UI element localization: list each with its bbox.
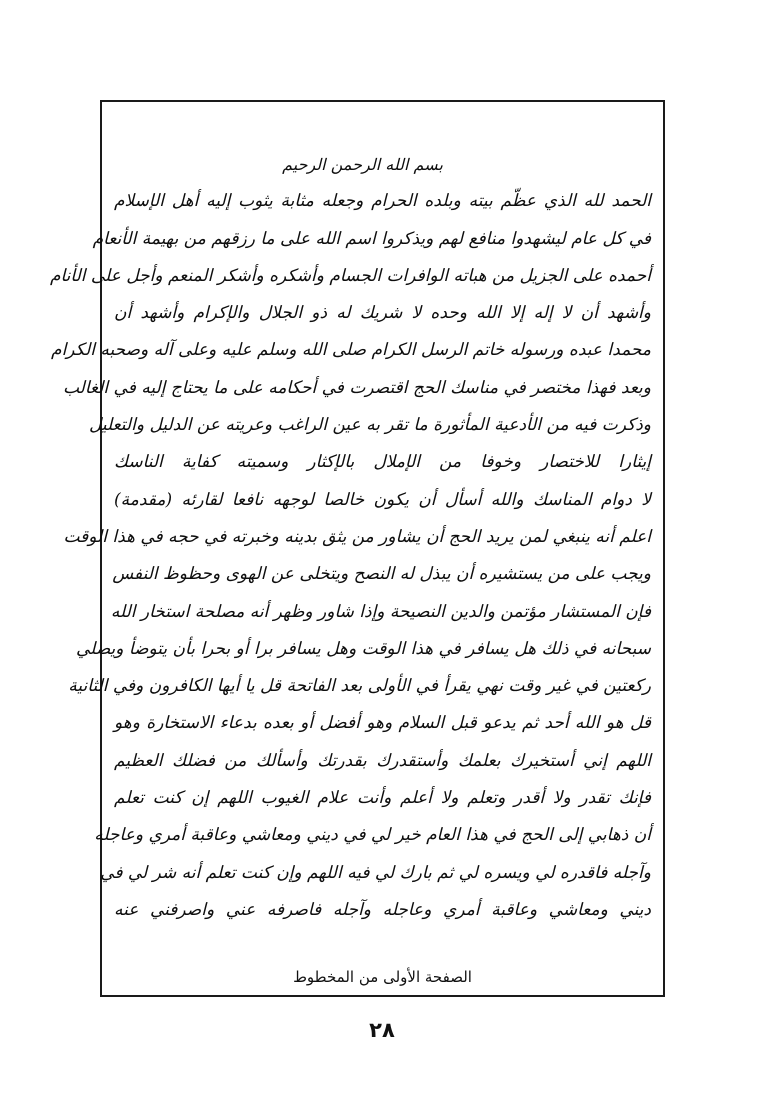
manuscript-line: سبحانه في ذلك هل يسافر في هذا الوقت وهل يسافر برا أو بحرا بأن يتوضأ ويصلي [76, 638, 651, 659]
manuscript-line: اللهم إني أستخيرك بعلمك وأستقدرك بقدرتك وأسألك من فضلك العظيم [114, 750, 651, 771]
figure-caption: الصفحة الأولى من المخطوط [293, 968, 472, 986]
manuscript-line: ركعتين في غير وقت نهي يقرأ في الأولى بعد الفاتحة قل يا أيها الكافرون وفي الثانية [68, 676, 651, 697]
manuscript-line: وأشهد أن لا إله إلا الله وحده لا شريك له ذو الجلال والإكرام وأشهد أن [114, 303, 651, 324]
manuscript-line: وآجله فاقدره لي ويسره لي ثم بارك لي فيه اللهم وإن كنت تعلم أنه شر لي في [100, 862, 651, 883]
manuscript-line: أن ذهابي إلى الحج في هذا العام خير لي في ديني ومعاشي وعاقبة أمري وعاجله [94, 825, 651, 846]
manuscript-line: وذكرت فيه من الأدعية المأثورة ما تقر به عين الراغب وعريته عن الدليل والتعليل [88, 415, 651, 436]
manuscript-line: إيثارا للاختصار وخوفا من الإملال بالإكثار وسميته كفاية الناسك [114, 452, 651, 473]
manuscript-line: اعلم أنه ينبغي لمن يريد الحج أن يشاور من يثق بدينه وخبرته في حجه في هذا الوقت [63, 526, 651, 547]
manuscript-line: ديني ومعاشي وعاقبة أمري وعاجله وآجله فاصرفه عني واصرفني عنه [114, 899, 651, 920]
manuscript-line: ويجب على من يستشيره أن يبذل له النصح ويتخلى عن الهوى وحظوظ النفس [112, 564, 651, 585]
manuscript-line: فإن المستشار مؤتمن والدين النصيحة وإذا شاور وظهر أنه مصلحة استخار الله [110, 601, 651, 622]
manuscript-line: وبعد فهذا مختصر في مناسك الحج اقتصرت في أحكامه على ما يحتاج إليه في الغالب [62, 377, 651, 398]
manuscript-line: قل هو الله أحد ثم يدعو قبل السلام وهو أفضل أو بعده بدعاء الاستخارة وهو [114, 713, 651, 734]
manuscript-line: في كل عام ليشهدوا منافع لهم ويذكروا اسم الله على ما رزقهم من بهيمة الأنعام [92, 228, 651, 249]
manuscript-line: محمدا عبده ورسوله خاتم الرسل الكرام صلى الله وسلم عليه وعلى آله وصحبه الكرام [51, 340, 651, 361]
manuscript-line: لا دوام المناسك والله أسأل أن يكون خالصا لوجهه نافعا لقارئه (مقدمة) [114, 489, 651, 510]
manuscript-text [49, 146, 651, 956]
basmala: بسم الله الرحمن الرحيم [282, 155, 443, 174]
manuscript-line: فإنك تقدر ولا أقدر وتعلم ولا أعلم وأنت علام الغيوب اللهم إن كنت تعلم [114, 788, 651, 809]
manuscript-frame [49, 100, 665, 997]
page-number: ٢٨ [369, 1018, 395, 1042]
manuscript-line: أحمده على الجزيل من هباته الوافرات الجسام وأشكره وأشكر المنعم وأجل على الأنام [49, 265, 651, 286]
manuscript-line: الحمد لله الذي عظّم بيته وبلده الحرام وجعله مثابة يثوب إليه أهل الإسلام [114, 191, 651, 212]
